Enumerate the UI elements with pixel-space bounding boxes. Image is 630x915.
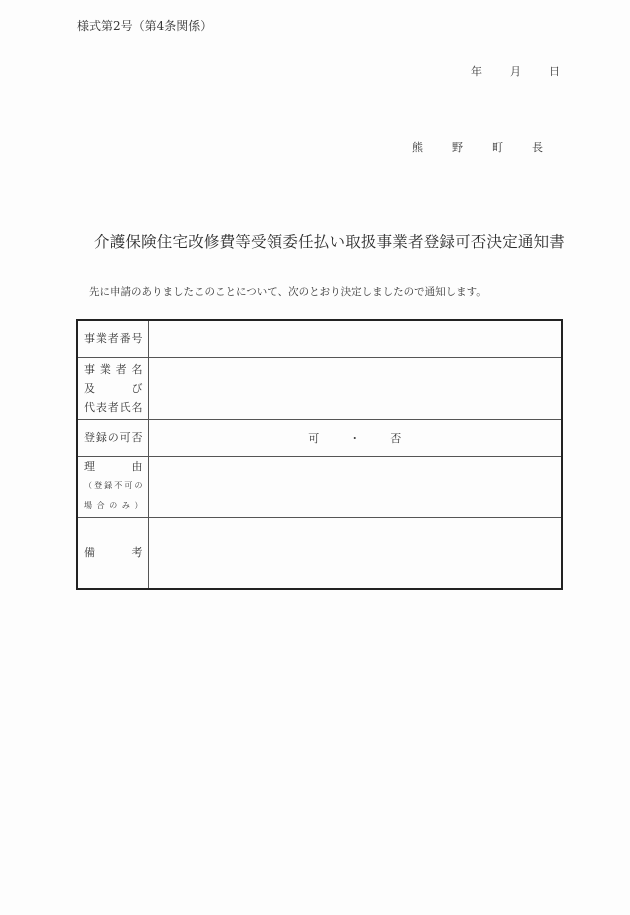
date-line — [471, 63, 560, 79]
remarks-field[interactable] — [148, 517, 562, 589]
table-row-business-name — [77, 357, 562, 419]
table-row-business-number — [77, 320, 562, 357]
issuer — [412, 139, 543, 155]
intro-text: 先に申請のありましたこのことについて、次のとおり決定しましたので通知します。 — [89, 286, 487, 298]
document-title: 介護保険住宅改修費等受領委任払い取扱事業者登録可否決定通知書 — [94, 233, 566, 251]
label-business-name: 事 業 者 名 及 び 代 表 者 氏 名 — [77, 357, 148, 419]
form-number: 様式第2号（第4条関係） — [77, 19, 213, 33]
issuer-char: 熊 — [412, 141, 423, 154]
label-reason: 理 由 （ 登 録 不 可 の 場 合 の み ） — [77, 456, 148, 517]
table-row-registration-result — [77, 419, 562, 456]
date-year: 年 — [471, 65, 482, 78]
table-row-remarks — [77, 517, 562, 589]
issuer-char: 長 — [532, 141, 543, 154]
date-day: 日 — [549, 65, 560, 78]
option-approve[interactable]: 可 — [308, 431, 320, 445]
table-row-reason — [77, 456, 562, 517]
registration-table — [76, 319, 563, 590]
business-name-field[interactable] — [148, 357, 562, 419]
reason-field[interactable] — [148, 456, 562, 517]
issuer-char: 野 — [452, 141, 463, 154]
option-separator: ・ — [349, 431, 361, 445]
registration-result-field — [148, 419, 562, 456]
label-business-number: 事 業 者 番 号 — [77, 320, 148, 357]
business-number-field[interactable] — [148, 320, 562, 357]
label-registration-result: 登 録 の 可 否 — [77, 419, 148, 456]
issuer-char: 町 — [492, 141, 503, 154]
date-month: 月 — [510, 65, 521, 78]
label-remarks: 備 考 — [77, 517, 148, 589]
option-reject[interactable]: 否 — [390, 431, 402, 445]
